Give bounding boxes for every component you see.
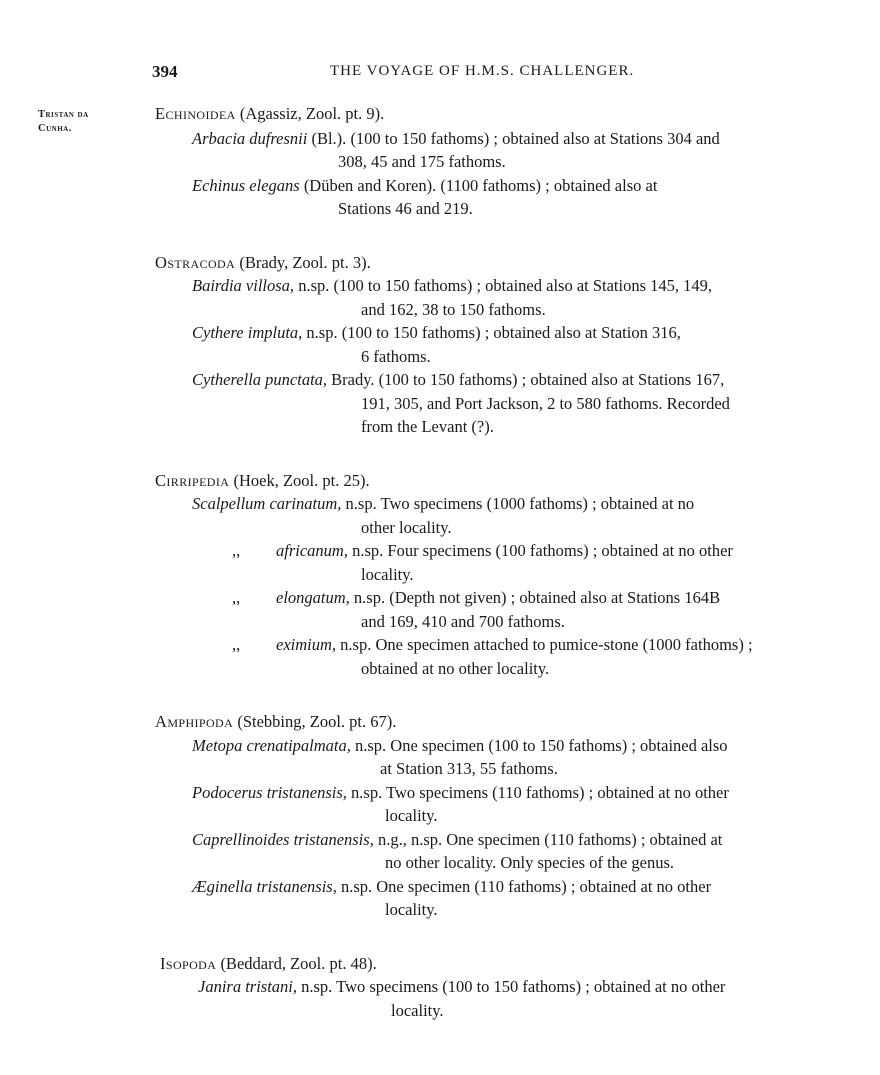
species-entry (192, 734, 840, 781)
entry-continuation: and 162, 38 to 150 fathoms. (361, 299, 546, 319)
group-ref: (Brady, Zool. pt. 3). (235, 252, 371, 272)
species-entry (192, 875, 840, 922)
group-name: Cirripedia (155, 470, 230, 490)
species-name: Cytherella punctata, (192, 370, 328, 389)
species-name: Arbacia dufresnii (192, 128, 308, 148)
running-title: THE VOYAGE OF H.M.S. CHALLENGER. (330, 63, 635, 79)
entry-continuation: from the Levant (?). (361, 417, 494, 436)
species-name: africanum, (276, 541, 348, 560)
species-authority: (Düben and Koren). (299, 175, 437, 195)
entry-continuation: at Station 313, 55 fathoms. (380, 759, 558, 778)
entry-continuation: locality. (385, 806, 438, 825)
species-name: Caprellinoides tristanensis, (192, 829, 374, 849)
species-entry (192, 368, 840, 439)
entry-continuation: locality. (385, 900, 438, 919)
species-entry (198, 975, 840, 1022)
group-title (0, 469, 880, 493)
entry-text: (100 to 150 fathoms) ; obtained also at Station 316, (337, 323, 681, 342)
species-authority: (Bl.). (307, 128, 347, 148)
page-header (0, 60, 880, 86)
entry-text: One specimen attached to pumice-stone (1000 fathoms) ; (371, 635, 753, 654)
species-entry (232, 633, 840, 680)
species-name: Metopa crenatipalmata, (192, 735, 351, 755)
entry-text: (100 to 150 fathoms) ; obtained also at Stations 304 and (346, 128, 720, 148)
group-ref: (Agassiz, Zool. pt. 9). (235, 104, 385, 123)
group-ostracoda (0, 251, 880, 439)
entry-text: Two specimens (1000 fathoms) ; obtained at no (376, 494, 695, 513)
species-name: Janira tristani, (198, 977, 298, 996)
entry-continuation: 191, 305, and Port Jackson, 2 to 580 fathoms. Recorded (361, 393, 730, 413)
species-entry (192, 127, 840, 174)
group-ref: (Hoek, Zool. pt. 25). (229, 470, 370, 490)
entry-continuation: locality. (361, 564, 414, 584)
species-entry (192, 828, 840, 875)
species-entry (192, 274, 840, 321)
group-title (0, 102, 880, 126)
species-name: Echinus elegans (192, 175, 300, 195)
species-entry (232, 539, 840, 586)
group-name: Echinoidea (155, 104, 236, 123)
margin-note-line: Tristan da (38, 109, 89, 120)
species-name: eximium, (276, 635, 337, 654)
entry-text: (100 to 150 fathoms) ; obtained also at Stations 167, (374, 370, 725, 389)
entry-text: One specimen (110 fathoms) ; obtained at (442, 829, 723, 849)
species-entry (192, 492, 840, 539)
entry-continuation: Stations 46 and 219. (338, 199, 473, 218)
entry-text: One specimen (110 fathoms) ; obtained at no other (372, 876, 712, 896)
species-authority: n.sp. (297, 977, 333, 996)
species-authority: n.sp. (336, 635, 372, 654)
species-authority: n.sp. (336, 876, 373, 896)
species-authority: Brady. (327, 370, 375, 389)
species-authority: n.g., n.sp. (373, 829, 443, 849)
group-ref: (Beddard, Zool. pt. 48). (216, 953, 377, 973)
species-authority: n.sp. (294, 276, 330, 295)
species-authority: n.sp. (341, 494, 377, 513)
entry-text: (100 to 150 fathoms) ; obtained also at Stations 145, 149, (329, 276, 713, 295)
species-entry (192, 321, 840, 368)
group-isopoda (0, 952, 880, 1023)
species-authority: n.sp. (346, 782, 383, 802)
entry-continuation: and 169, 410 and 700 fathoms. (361, 611, 565, 631)
entry-text: Two specimens (110 fathoms) ; obtained at no other (382, 782, 729, 802)
entry-text: (Depth not given) ; obtained also at Stations 164B (385, 588, 721, 607)
species-entry (232, 586, 840, 633)
group-echinoidea (0, 102, 880, 221)
species-authority: n.sp. (302, 323, 338, 342)
species-entry (192, 781, 840, 828)
species-entry (192, 174, 840, 221)
ditto-mark: ,, (232, 541, 241, 560)
group-ref: (Stebbing, Zool. pt. 67). (233, 712, 397, 731)
entry-continuation: locality. (391, 1000, 444, 1020)
species-list (0, 102, 880, 1022)
entry-text: Two specimens (100 to 150 fathoms) ; obtained at no other (332, 977, 726, 996)
ditto-mark: ,, (232, 635, 241, 654)
species-authority: n.sp. (347, 541, 384, 560)
entry-continuation: other locality. (361, 517, 452, 537)
ditto-mark: ,, (232, 588, 241, 607)
group-cirripedia (0, 469, 880, 681)
entry-continuation: no other locality. Only species of the genus. (385, 853, 674, 872)
entry-text: (1100 fathoms) ; obtained also at (436, 175, 658, 195)
entry-continuation: 6 fathoms. (361, 346, 431, 366)
species-name: Bairdia villosa, (192, 276, 295, 295)
group-amphipoda (0, 710, 880, 922)
species-name: Cythere impluta, (192, 323, 303, 342)
page-number: 394 (152, 62, 178, 81)
group-title (0, 952, 880, 976)
group-title (0, 251, 880, 275)
entry-continuation: 308, 45 and 175 fathoms. (338, 152, 506, 171)
entry-continuation: obtained at no other locality. (361, 658, 550, 678)
entry-text: Four specimens (100 fathoms) ; obtained at no other (383, 541, 733, 560)
margin-note-line: Cunha. (38, 123, 72, 134)
entry-text: One specimen (100 to 150 fathoms) ; obtained also (386, 735, 728, 755)
group-name: Amphipoda (155, 712, 234, 731)
group-name: Isopoda (160, 953, 217, 973)
species-name: Podocerus tristanensis, (192, 782, 347, 802)
group-name: Ostracoda (155, 252, 236, 272)
species-authority: n.sp. (349, 588, 386, 607)
species-name: elongatum, (276, 588, 350, 607)
species-authority: n.sp. (350, 735, 387, 755)
species-name: Æginella tristanensis, (192, 876, 337, 896)
species-name: Scalpellum carinatum, (192, 494, 342, 513)
group-title (0, 710, 880, 734)
